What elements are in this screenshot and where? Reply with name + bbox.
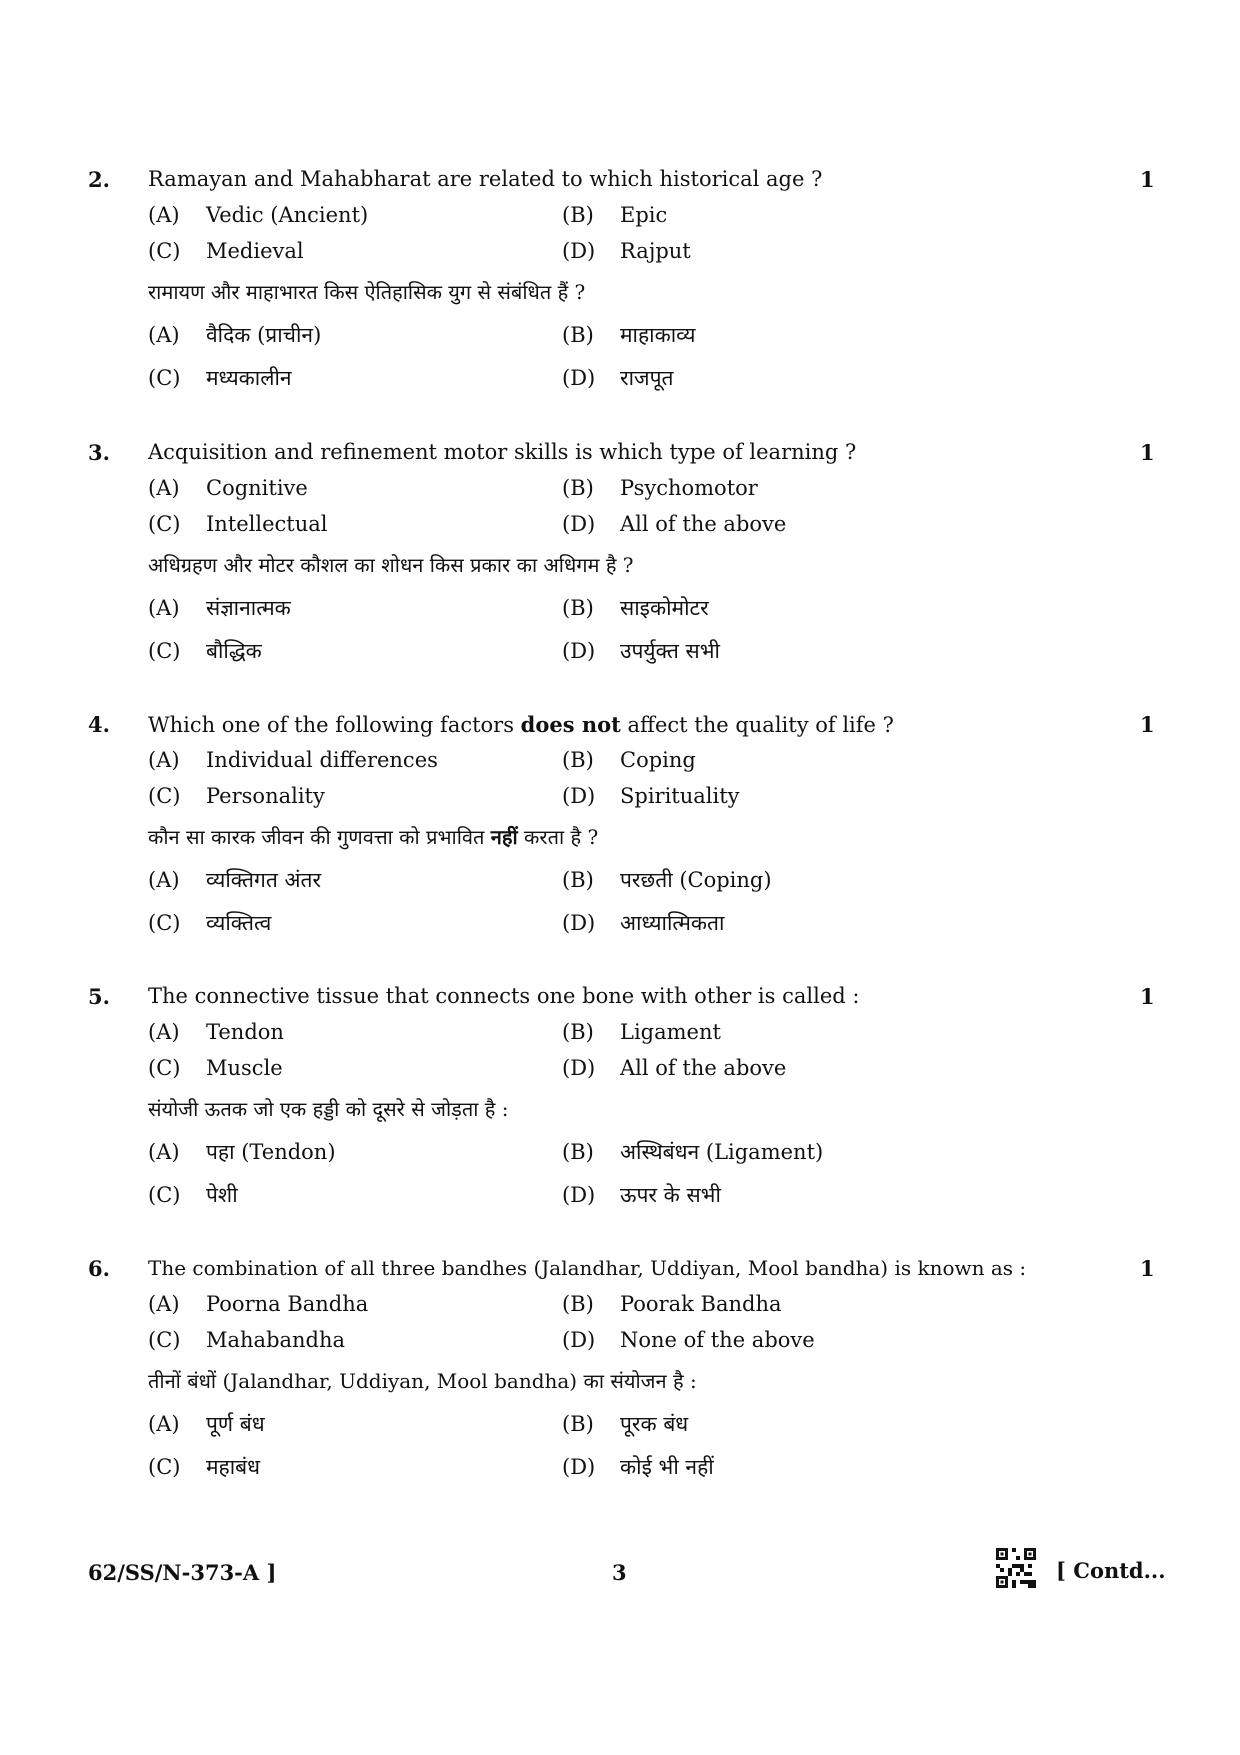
option-text: व्यक्तित्व (206, 911, 272, 935)
option-en-b (562, 1292, 782, 1316)
option-label: (D) (562, 1183, 596, 1207)
question-text-en: The connective tissue that connects one bone with other is called : (148, 984, 860, 1008)
question-text-hi-part2: करता है ? (517, 825, 599, 849)
question-text-en-part1: Which one of the following factors (148, 713, 521, 737)
option-text: मध्यकालीन (206, 366, 292, 390)
option-text: Epic (620, 203, 668, 227)
option-label: (D) (562, 512, 596, 536)
question-number: 3. (88, 440, 110, 465)
question-5 (0, 984, 1240, 1207)
option-en-d (562, 1328, 815, 1352)
option-label: (A) (148, 748, 180, 772)
option-hi-b (562, 866, 772, 894)
option-hi-c (148, 637, 262, 665)
option-en-a (148, 1292, 368, 1316)
option-en-a (148, 1020, 284, 1044)
option-text: अस्थिबंधन (Ligament) (620, 1140, 824, 1164)
question-2 (0, 167, 1240, 390)
option-en-c (148, 1056, 283, 1080)
question-text-hi (148, 823, 598, 850)
option-hi-a (148, 594, 291, 622)
question-number: 6. (88, 1256, 110, 1281)
option-text: Personality (206, 784, 325, 808)
option-text: परछती (Coping) (620, 868, 772, 892)
question-marks: 1 (1140, 712, 1155, 737)
question-6 (0, 1256, 1240, 1479)
continued-marker: [ Contd... (1056, 1558, 1166, 1583)
option-label: (D) (562, 784, 596, 808)
option-en-b (562, 748, 696, 772)
option-en-d (562, 239, 691, 263)
option-text: Ligament (620, 1020, 721, 1044)
option-text: आध्यात्मिकता (620, 911, 725, 935)
option-hi-d (562, 637, 720, 665)
question-3 (0, 440, 1240, 663)
option-en-b (562, 476, 758, 500)
option-label: (D) (562, 639, 596, 663)
option-label: (C) (148, 639, 181, 663)
option-en-b (562, 1020, 721, 1044)
option-label: (D) (562, 911, 596, 935)
option-label: (C) (148, 911, 181, 935)
option-label: (D) (562, 366, 596, 390)
option-label: (B) (562, 1140, 594, 1164)
question-marks: 1 (1140, 440, 1155, 465)
question-text-hi: रामायण और माहाभारत किस ऐतिहासिक युग से संबंधित हैं ? (148, 280, 586, 304)
option-label: (A) (148, 1292, 180, 1316)
option-text: All of the above (620, 1056, 787, 1080)
question-text-hi: अधिग्रहण और मोटर कौशल का शोधन किस प्रकार का अधिगम है ? (148, 553, 634, 577)
option-text: बौद्धिक (206, 639, 262, 663)
option-en-d (562, 784, 740, 808)
option-text: महाबंध (206, 1455, 261, 1479)
option-label: (B) (562, 323, 594, 347)
option-label: (A) (148, 1140, 180, 1164)
option-text: ऊपर के सभी (620, 1183, 721, 1207)
option-text: साइकोमोटर (620, 596, 709, 620)
option-hi-a (148, 1410, 265, 1438)
option-text: Spirituality (620, 784, 740, 808)
option-hi-d (562, 909, 724, 937)
option-label: (B) (562, 748, 594, 772)
question-text-en (148, 712, 1068, 737)
option-en-c (148, 239, 304, 263)
option-text: पूरक बंध (620, 1412, 689, 1436)
question-number: 5. (88, 984, 110, 1009)
qr-code-icon (996, 1548, 1036, 1588)
question-marks: 1 (1140, 167, 1155, 192)
option-text: उपर्युक्त सभी (620, 639, 720, 663)
option-hi-d (562, 1181, 721, 1209)
option-text: All of the above (620, 512, 787, 536)
option-label: (C) (148, 239, 181, 263)
option-text: Intellectual (206, 512, 328, 536)
option-en-c (148, 512, 328, 536)
option-text: Rajput (620, 239, 691, 263)
option-label: (C) (148, 1328, 181, 1352)
option-text: Tendon (206, 1020, 284, 1044)
option-label: (B) (562, 1412, 594, 1436)
option-label: (A) (148, 203, 180, 227)
option-text: Muscle (206, 1056, 283, 1080)
option-text: पहा (Tendon) (206, 1140, 336, 1164)
option-text: कोई भी नहीं (620, 1455, 714, 1479)
option-text: वैदिक (प्राचीन) (206, 323, 322, 347)
option-en-c (148, 1328, 345, 1352)
question-4 (0, 712, 1240, 935)
option-hi-c (148, 364, 292, 392)
option-hi-b (562, 1138, 823, 1166)
option-en-a (148, 476, 308, 500)
option-hi-b (562, 321, 696, 349)
option-hi-c (148, 1453, 260, 1481)
option-hi-a (148, 1138, 336, 1166)
option-text: Mahabandha (206, 1328, 346, 1352)
question-marks: 1 (1140, 1256, 1155, 1281)
option-en-c (148, 784, 325, 808)
option-text: राजपूत (620, 366, 674, 390)
option-label: (D) (562, 1056, 596, 1080)
question-text-hi: तीनों बंधों (Jalandhar, Uddiyan, Mool bandha) का संयोजन है : (148, 1369, 697, 1393)
option-text: पूर्ण बंध (206, 1412, 265, 1436)
option-text: Coping (620, 748, 696, 772)
option-label: (C) (148, 366, 181, 390)
option-hi-a (148, 866, 321, 894)
option-label: (D) (562, 239, 596, 263)
option-text: Psychomotor (620, 476, 758, 500)
option-text: व्यक्तिगत अंतर (206, 868, 322, 892)
option-hi-c (148, 1181, 238, 1209)
option-en-d (562, 512, 786, 536)
option-en-a (148, 203, 368, 227)
option-text: None of the above (620, 1328, 815, 1352)
question-text-en: Acquisition and refinement motor skills is which type of learning ? (148, 440, 857, 464)
question-text-en-part2: affect the quality of life ? (620, 713, 894, 737)
option-label: (B) (562, 476, 594, 500)
question-text-en: The combination of all three bandhes (Jalandhar, Uddiyan, Mool bandha) is known as : (148, 1256, 1027, 1280)
option-text: Individual differences (206, 748, 438, 772)
option-label: (C) (148, 512, 181, 536)
option-hi-b (562, 1410, 688, 1438)
option-label: (C) (148, 784, 181, 808)
option-label: (C) (148, 1056, 181, 1080)
option-hi-d (562, 1453, 714, 1481)
option-hi-d (562, 364, 674, 392)
option-label: (B) (562, 203, 594, 227)
question-number: 4. (88, 712, 110, 737)
question-text-hi: संयोजी ऊतक जो एक हड्डी को दूसरे से जोड़ता है : (148, 1097, 509, 1121)
option-label: (A) (148, 323, 180, 347)
option-text: Poorak Bandha (620, 1292, 782, 1316)
option-label: (A) (148, 1412, 180, 1436)
option-hi-b (562, 594, 709, 622)
option-text: संज्ञानात्मक (206, 596, 291, 620)
option-text: Vedic (Ancient) (206, 203, 369, 227)
question-text-hi-part1: कौन सा कारक जीवन की गुणवत्ता को प्रभावित (148, 825, 491, 849)
option-text: माहाकाव्य (620, 323, 696, 347)
option-label: (A) (148, 476, 180, 500)
option-en-b (562, 203, 667, 227)
option-label: (D) (562, 1455, 596, 1479)
option-label: (B) (562, 596, 594, 620)
option-label: (A) (148, 596, 180, 620)
option-en-d (562, 1056, 786, 1080)
option-text: Poorna Bandha (206, 1292, 369, 1316)
option-en-a (148, 748, 438, 772)
page-number: 3 (612, 1560, 627, 1585)
option-hi-c (148, 909, 271, 937)
question-text-hi-emphasis: नहीं (490, 825, 518, 849)
option-label: (D) (562, 1328, 596, 1352)
question-marks: 1 (1140, 984, 1155, 1009)
option-text: Medieval (206, 239, 304, 263)
question-text-en-emphasis: does not (520, 712, 621, 737)
option-text: पेशी (206, 1183, 238, 1207)
option-label: (A) (148, 1020, 180, 1044)
paper-code: 62/SS/N-373-A ] (88, 1560, 277, 1585)
option-label: (B) (562, 868, 594, 892)
option-label: (C) (148, 1455, 181, 1479)
option-hi-a (148, 321, 321, 349)
option-label: (B) (562, 1020, 594, 1044)
question-text-en: Ramayan and Mahabharat are related to which historical age ? (148, 167, 823, 191)
option-label: (B) (562, 1292, 594, 1316)
option-label: (A) (148, 868, 180, 892)
option-label: (C) (148, 1183, 181, 1207)
question-number: 2. (88, 167, 110, 192)
option-text: Cognitive (206, 476, 308, 500)
